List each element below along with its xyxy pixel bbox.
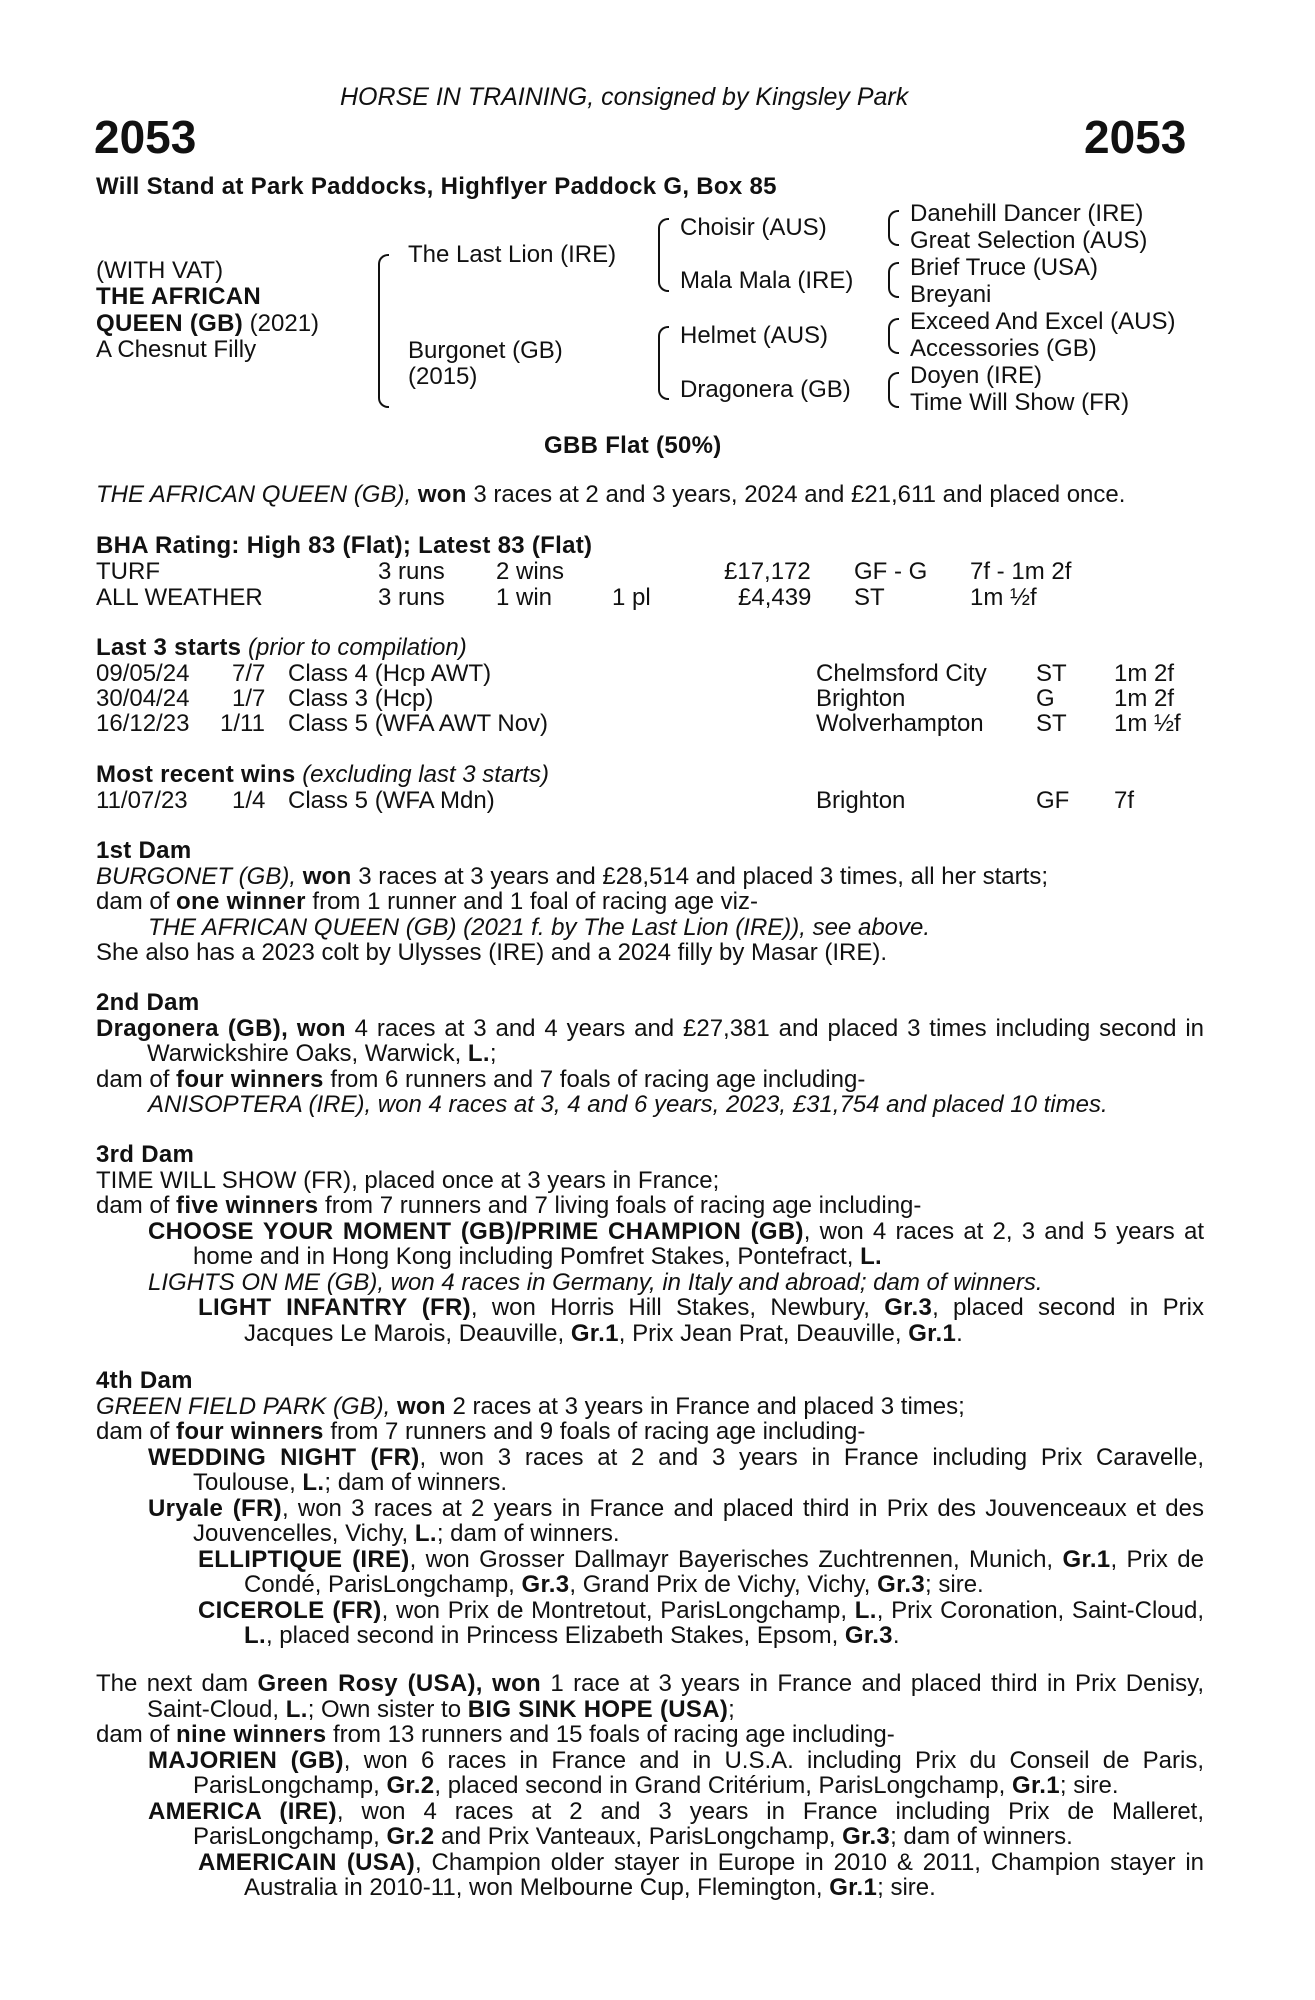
dam4-damof: dam of (96, 1418, 170, 1445)
dam3-p5-gr3: Gr.3 (884, 1294, 933, 1321)
pedigree-g3: Brief Truce (USA) (910, 254, 1099, 281)
dam1-line2 (96, 889, 1204, 915)
dam4-p6-listed2: L. (244, 1622, 266, 1649)
dam1-runners: from 1 runner and 1 foal of racing age viz- (312, 888, 758, 915)
dam2-line2 (96, 1067, 1204, 1093)
pedigree-g2: Great Selection (AUS) (910, 227, 1148, 254)
dam3-winners: five winners (176, 1192, 319, 1219)
dam2-end: ; (489, 1040, 497, 1067)
dam2-won: won (296, 1014, 346, 1042)
pedigree-dam-sire: Helmet (AUS) (680, 322, 829, 349)
recent-row1-course: Brighton (816, 787, 906, 814)
next-p3-gr2: Gr.2 (386, 1772, 435, 1799)
dam4-p3-listed: L. (302, 1469, 325, 1496)
dam4-p6-a: , won Prix de Montretout, ParisLongchamp, (381, 1596, 848, 1624)
next-p3-gr1: Gr.1 (1011, 1772, 1060, 1799)
pedigree-dam-dam: Dragonera (GB) (680, 376, 851, 403)
dam4-p3-rest: , won 3 races at 2 and 3 years in France including Prix Caravelle, Toulouse, (193, 1443, 1205, 1496)
next-p5-end: ; sire. (877, 1874, 936, 1901)
dam3-p5-b: , placed second in Prix Jacques Le Marois, Deauville, (244, 1294, 1205, 1347)
dam1-rest: 3 races at 3 years and £28,514 and placed 3 times, all her starts; (358, 862, 1048, 890)
pedigree-g1: Danehill Dancer (IRE) (910, 200, 1144, 227)
pedigree-sire-sire: Choisir (AUS) (680, 214, 827, 241)
dam2-winners: four winners (176, 1065, 324, 1093)
dam2-damof: dam of (96, 1065, 170, 1093)
last3-row2-pos: 1/7 (232, 685, 266, 712)
horse-description: A Chesnut Filly (96, 336, 257, 363)
pedigree-brace-g2 (888, 262, 899, 298)
last3-row1-course: Chelmsford City (816, 660, 987, 687)
next-p1-listed: L. (285, 1695, 308, 1723)
rating-turf-dist: 7f - 1m 2f (970, 558, 1072, 585)
dam3-line4: LIGHTS ON ME (GB), won 4 races in Germany, in Italy and abroad; dam of winners. (148, 1268, 1043, 1296)
last3-row2-dist: 1m 2f (1114, 685, 1175, 712)
next-p4-b: and Prix Vanteaux, ParisLongchamp, (441, 1823, 836, 1850)
dam3-para5 (96, 1295, 1204, 1346)
dam4-won: won (396, 1392, 446, 1420)
pedigree-dam-line1: Burgonet (GB) (408, 337, 563, 364)
dam4-p3-end: ; dam of winners. (324, 1469, 508, 1496)
rating-turf-wins: 2 wins (496, 558, 565, 585)
dam4-p5-gr1: Gr.1 (1062, 1545, 1111, 1573)
rating-aw-placed: 1 pl (612, 584, 651, 611)
dam2-name: Dragonera (GB), (96, 1014, 289, 1042)
pedigree-g5: Exceed And Excel (AUS) (910, 308, 1176, 335)
dam3-para3 (96, 1219, 1204, 1270)
dam3-p5-gr1a: Gr.1 (570, 1319, 619, 1347)
dam4-p6-c: , placed second in Princess Elizabeth Stakes, Epsom, (265, 1622, 839, 1649)
next-para3 (96, 1748, 1204, 1799)
dam4-cicerole: CICEROLE (FR) (198, 1596, 382, 1624)
dam4-p4-listed: L. (414, 1520, 437, 1547)
next-intro: The next dam (96, 1670, 249, 1697)
last3-title-row (96, 635, 467, 661)
last3-note: (prior to compilation) (247, 634, 467, 661)
last3-row3-course: Wolverhampton (816, 710, 984, 737)
pedigree-brace-g3 (888, 318, 899, 354)
recent-row1-class: Class 5 (WFA Mdn) (288, 787, 495, 814)
next-para1 (96, 1671, 1204, 1722)
horse-name-line2: QUEEN (GB) (96, 310, 243, 337)
summary-rest: 3 races at 2 and 3 years, 2024 and £21,611 and placed once. (473, 481, 1126, 508)
next-p4-gr2: Gr.2 (386, 1823, 435, 1850)
dam4-title: 4th Dam (96, 1367, 193, 1394)
dam4-section (96, 1368, 1204, 1649)
dam3-p5-c: , Prix Jean Prat, Deauville, (618, 1319, 902, 1347)
dam1-line3: THE AFRICAN QUEEN (GB) (2021 f. by The Last Lion (IRE)), see above. (148, 913, 931, 941)
pedigree-g8: Time Will Show (FR) (910, 389, 1130, 416)
next-p1-c: ; Own sister to (307, 1695, 462, 1723)
next-p1-end: ; (728, 1695, 735, 1723)
dam3-p3-rest: , won 4 races at 2, 3 and 5 years at home and in Hong Kong including Pomfret Stakes, Pontefract, (193, 1217, 1205, 1270)
dam4-name: GREEN FIELD PARK (GB), (96, 1392, 391, 1420)
dam2-title: 2nd Dam (96, 989, 200, 1016)
last3-row2-date: 30/04/24 (96, 685, 190, 712)
rating-turf-surface: TURF (96, 558, 160, 585)
pedigree-g7: Doyen (IRE) (910, 362, 1043, 389)
dam2-para1 (96, 1016, 1204, 1067)
next-p4-gr3: Gr.3 (842, 1823, 891, 1850)
dam1-title: 1st Dam (96, 837, 192, 864)
dam4-p4-end: ; dam of winners. (436, 1520, 620, 1547)
next-big-sink-hope: BIG SINK HOPE (USA) (467, 1695, 729, 1723)
dam4-para6 (96, 1598, 1204, 1649)
dam3-p5-a: , won Horris Hill Stakes, Newbury, (470, 1294, 870, 1321)
recent-row1-dist: 7f (1114, 787, 1135, 814)
stand-location: Will Stand at Park Paddocks, Highflyer Paddock G, Box 85 (96, 173, 777, 200)
pedigree-dam-line2: (2015) (408, 363, 478, 390)
dam4-p5-c: , Grand Prix de Vichy, Vichy, (569, 1571, 871, 1598)
summary-line (96, 482, 1125, 508)
dam1-name: BURGONET (GB), (96, 862, 297, 890)
last3-row2-going: G (1036, 685, 1055, 712)
dam3-line2 (96, 1193, 1204, 1219)
pedigree-sire: The Last Lion (IRE) (408, 241, 617, 268)
last3-row3-date: 16/12/23 (96, 710, 190, 737)
dam2-line3: ANISOPTERA (IRE), won 4 races at 3, 4 and 6 years, 2023, £31,754 and placed 10 times. (148, 1091, 1108, 1118)
rating-turf-going: GF - G (854, 558, 928, 585)
next-p5-a: , Champion older stayer in Europe in 2010 & 2011, Champion stayer in Australia in 2010-11, won Melbourne Cup, Flemington, (244, 1848, 1204, 1901)
dam4-runners: from 7 runners and 9 foals of racing age including- (330, 1418, 866, 1445)
horse-name-line1: THE AFRICAN (96, 283, 262, 310)
dam3-runners: from 7 runners and 7 living foals of racing age including- (325, 1192, 922, 1219)
dam4-p5-b: , Prix de Condé, ParisLongchamp, (244, 1545, 1205, 1598)
pedigree-brace-main (378, 254, 389, 408)
dam3-damof: dam of (96, 1192, 170, 1219)
dam4-p6-listed1: L. (854, 1596, 877, 1624)
next-p3-b: , placed second in Grand Critérium, ParisLongchamp, (434, 1772, 1006, 1799)
recent-title: Most recent wins (96, 761, 296, 788)
pedigree-sire-dam: Mala Mala (IRE) (680, 267, 854, 294)
rating-turf-prize: £17,172 (724, 558, 811, 585)
last3-row3-dist: 1m ½f (1114, 710, 1181, 737)
dam3-title: 3rd Dam (96, 1141, 195, 1168)
dam3-p5-gr1b: Gr.1 (908, 1319, 957, 1347)
bha-rating-title: BHA Rating: High 83 (Flat); Latest 83 (Flat) (96, 532, 593, 559)
last3-row1-dist: 1m 2f (1114, 660, 1175, 687)
last3-row1-date: 09/05/24 (96, 660, 190, 687)
last3-row1-pos: 7/7 (232, 660, 266, 687)
gbb-flat: GBB Flat (50%) (544, 432, 722, 459)
dam4-p5-end: ; sire. (925, 1571, 984, 1598)
dam3-line1: TIME WILL SHOW (FR), placed once at 3 years in France; (96, 1166, 720, 1194)
dam2-listed: L. (467, 1040, 490, 1067)
dam4-line2 (96, 1419, 1204, 1445)
next-p3-end: ; sire. (1059, 1772, 1119, 1799)
last3-title: Last 3 starts (96, 634, 242, 661)
last3-row1-going: ST (1036, 660, 1067, 687)
dam4-para4 (96, 1496, 1204, 1547)
dam3-p5-end: . (956, 1319, 963, 1347)
dam4-p6-b: , Prix Coronation, Saint-Cloud, (876, 1596, 1205, 1624)
rating-aw-runs: 3 runs (378, 584, 445, 611)
recent-row1-pos: 1/4 (232, 787, 266, 814)
dam4-p5-gr3b: Gr.3 (877, 1571, 926, 1598)
dam4-uryale: Uryale (FR) (148, 1494, 282, 1522)
dam1-line4: She also has a 2023 colt by Ulysses (IRE) and a 2024 filly by Masar (IRE). (96, 939, 888, 966)
last3-row3-class: Class 5 (WFA AWT Nov) (288, 710, 549, 737)
dam4-p6-end: . (892, 1622, 900, 1649)
next-p1-b: 1 race at 3 years in France and placed third in Prix Denisy, Saint-Cloud, (147, 1670, 1205, 1723)
next-won: won (492, 1670, 542, 1697)
recent-title-row (96, 762, 549, 788)
dam4-p5-gr3a: Gr.3 (521, 1571, 570, 1598)
dam1-line1 (96, 864, 1204, 890)
recent-note: (excluding last 3 starts) (302, 761, 549, 788)
next-p5-gr1: Gr.1 (829, 1874, 878, 1901)
dam2-runners: from 6 runners and 7 foals of racing age including- (330, 1065, 866, 1093)
next-para5 (96, 1850, 1204, 1901)
rating-aw-wins: 1 win (496, 584, 553, 611)
next-p4-a: , won 4 races at 2 and 3 years in France including Prix de Malleret, ParisLongchamp, (193, 1797, 1205, 1850)
next-dam-section (96, 1671, 1204, 1901)
dam3-light-infantry: LIGHT INFANTRY (FR) (198, 1294, 471, 1321)
dam4-p5-a: , won Grosser Dallmayr Bayerisches Zuchtrennen, Munich, (409, 1545, 1054, 1573)
next-para4 (96, 1799, 1204, 1850)
dam1-winners: one winner (176, 888, 306, 915)
next-green-rosy: Green Rosy (USA), (257, 1670, 483, 1697)
rating-aw-dist: 1m ½f (970, 584, 1037, 611)
dam2-section (96, 990, 1204, 1118)
next-winners: nine winners (176, 1721, 327, 1748)
next-line2 (96, 1722, 1204, 1748)
pedigree-g4: Breyani (910, 281, 992, 308)
horse-year: (2021) (249, 310, 320, 337)
next-runners: from 13 runners and 15 foals of racing age including- (333, 1721, 895, 1748)
next-america: AMERICA (IRE) (148, 1797, 337, 1825)
rating-aw-going: ST (854, 584, 885, 611)
dam3-section (96, 1142, 1204, 1346)
pedigree-brace-g1 (888, 210, 899, 246)
last3-row1-class: Class 4 (Hcp AWT) (288, 660, 492, 687)
lot-number-left: 2053 (94, 111, 197, 163)
recent-row1-going: GF (1036, 787, 1070, 814)
vat-label: (WITH VAT) (96, 257, 224, 284)
dam4-p6-gr3: Gr.3 (844, 1622, 893, 1649)
lot-number-right: 2053 (1084, 111, 1187, 163)
recent-row1-date: 11/07/23 (96, 787, 188, 814)
next-americain: AMERICAIN (USA) (198, 1848, 416, 1876)
next-p3-a: , won 6 races in France and in U.S.A. including Prix du Conseil de Paris, ParisLongchamp, (193, 1746, 1205, 1799)
rating-aw-prize: £4,439 (738, 584, 812, 611)
dam1-section (96, 838, 1204, 966)
last3-row2-class: Class 3 (Hcp) (288, 685, 434, 712)
dam1-damof: dam of (96, 888, 170, 915)
last3-row3-pos: 1/11 (220, 710, 265, 737)
dam1-won: won (302, 862, 352, 890)
dam4-para3 (96, 1445, 1204, 1496)
horse-name-line2-row (96, 311, 319, 337)
dam4-elliptique: ELLIPTIQUE (IRE) (198, 1545, 410, 1573)
consignment-line: HORSE IN TRAINING, consigned by Kingsley Park (340, 83, 909, 111)
pedigree-brace-dam (658, 326, 669, 400)
next-damof: dam of (96, 1721, 170, 1748)
dam4-para5 (96, 1547, 1204, 1598)
dam4-wedding-night: WEDDING NIGHT (FR) (148, 1443, 420, 1471)
dam3-p3-listed: L. (860, 1243, 882, 1270)
dam4-rest: 2 races at 3 years in France and placed 3 times; (452, 1392, 965, 1420)
next-majorien: MAJORIEN (GB) (148, 1746, 344, 1774)
summary-horse-name: THE AFRICAN QUEEN (GB), (96, 481, 412, 508)
dam4-winners: four winners (176, 1418, 324, 1445)
last3-row3-going: ST (1036, 710, 1067, 737)
last3-row2-course: Brighton (816, 685, 906, 712)
pedigree-brace-sire (658, 218, 669, 292)
rating-turf-runs: 3 runs (378, 558, 445, 585)
rating-aw-surface: ALL WEATHER (96, 584, 263, 611)
summary-won: won (417, 481, 467, 508)
dam2-rest: 4 races at 3 and 4 years and £27,381 and placed 3 times including second in Warwickshire Oaks, Warwick, (147, 1014, 1204, 1067)
dam4-p4-rest: , won 3 races at 2 years in France and placed third in Prix des Jouvenceaux et des Jouvencelles, Vichy, (193, 1494, 1204, 1547)
pedigree-g6: Accessories (GB) (910, 335, 1097, 362)
pedigree-brace-g4 (888, 372, 899, 408)
dam4-line1 (96, 1394, 1204, 1420)
next-p4-end: ; dam of winners. (890, 1823, 1073, 1850)
dam3-choose-your-moment: CHOOSE YOUR MOMENT (GB)/PRIME CHAMPION (GB) (148, 1217, 804, 1245)
